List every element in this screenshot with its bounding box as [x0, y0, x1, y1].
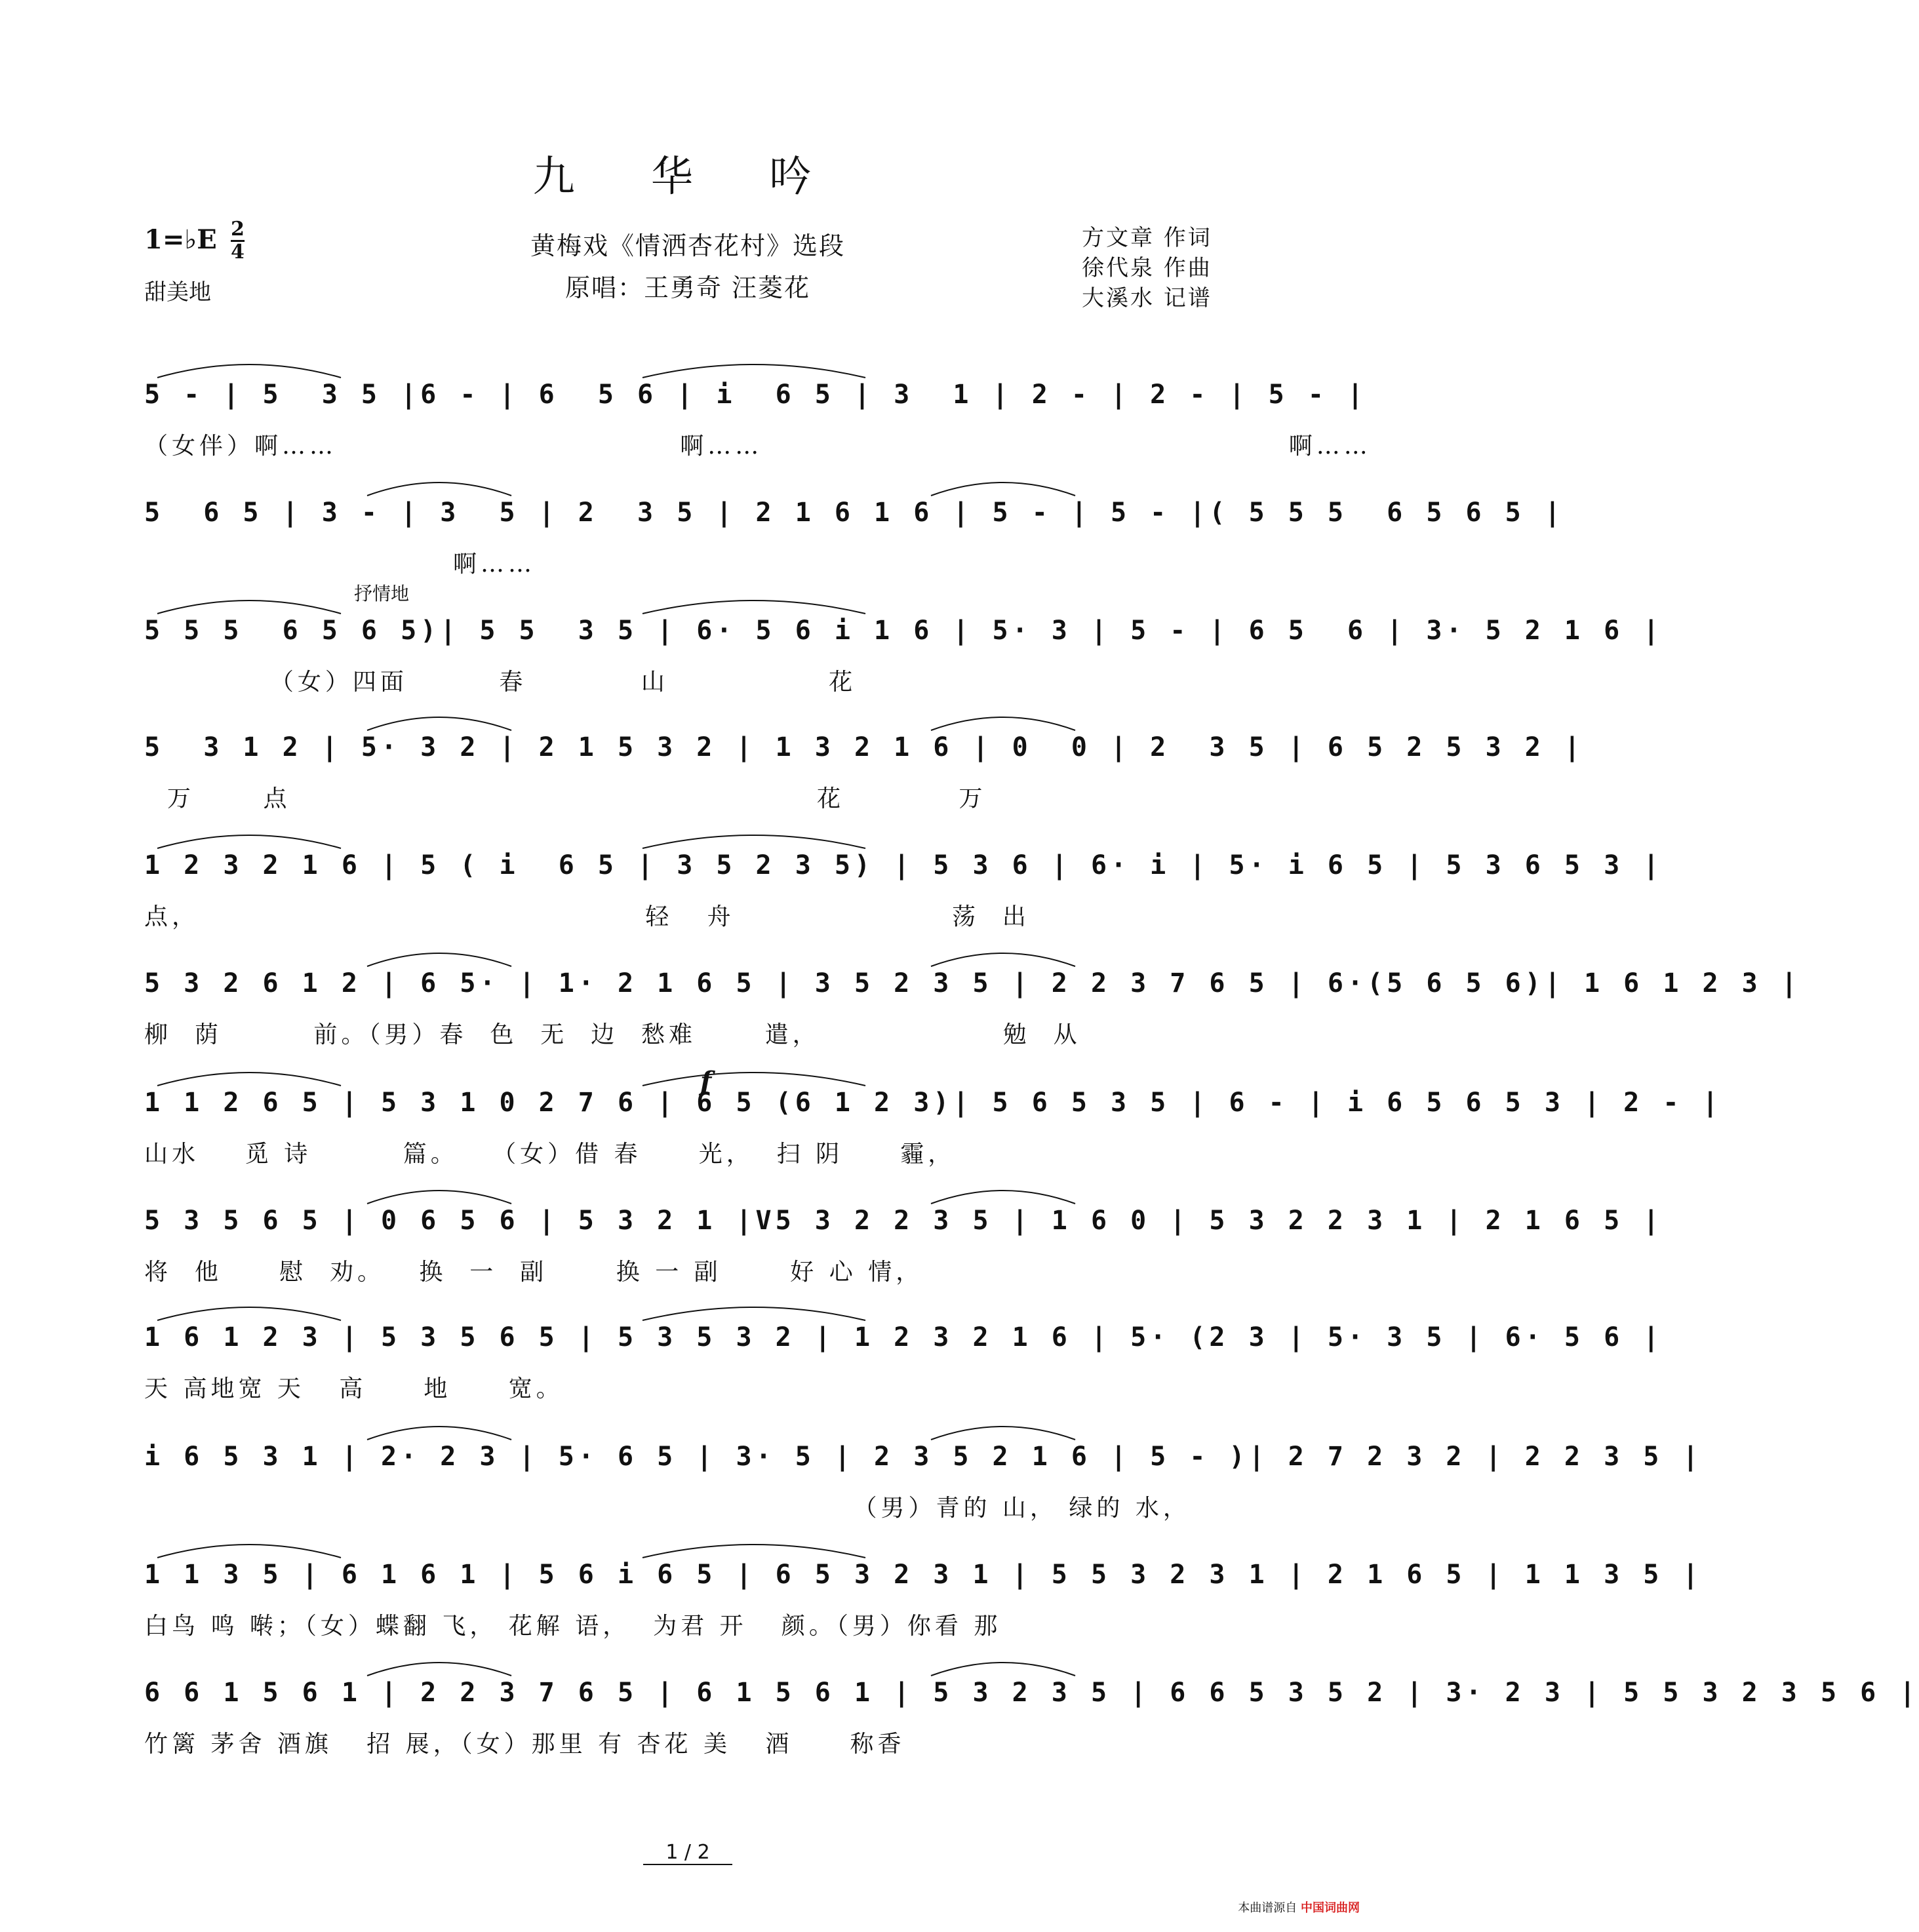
lyrics-line: 柳 荫 前。（男）春 色 无 边 愁难 遣， 勉 从	[144, 1021, 1081, 1048]
transcriber: 大溪水 记谱	[1082, 285, 1212, 311]
lyrics-line: 将 他 慰 劝。 换 一 副 换 一 副 好 心 情，	[144, 1259, 924, 1286]
composer: 徐代泉 作曲	[1082, 255, 1212, 281]
key-signature: 1=♭E	[144, 224, 217, 255]
notation-line: 5 3 1 2 | 5· 3 2 | 2 1 5 3 2 | 1 3 2 1 6 | 0 0 | 2 3 5 | 6 5 2 5 3 2 |	[144, 732, 1584, 762]
notation-line: 5 - | 5 3 5 |6 - | 6 5 6 | i 6 5 | 3 1 | 2 - | 2 - | 5 - |	[144, 380, 1368, 410]
dynamic-mark: f	[700, 1066, 712, 1097]
lyrics-line: 点， 轻 舟 荡 出	[144, 903, 1030, 930]
notation-line: 6 6 1 5 6 1 | 2 2 3 7 6 5 | 6 1 5 6 1 | 5 3 2 3 5 | 6 6 5 3 5 2 | 3· 2 3 | 5 5 3 2 3 5 6 |	[144, 1678, 1919, 1708]
time-bottom: 4	[231, 241, 245, 264]
source-site: 中国词曲网	[1301, 1901, 1360, 1915]
original-singers: 原唱：王勇奇 汪菱花	[564, 273, 811, 302]
source-note: 本曲谱源自	[1238, 1901, 1297, 1915]
time-top: 2	[231, 218, 245, 241]
lyricist: 方文章 作词	[1082, 225, 1212, 251]
lyrics-line: 山水 觅 诗 篇。 （女）借 春 光， 扫 阴 霾，	[144, 1141, 956, 1168]
lyrics-line: 万 点 花 万	[144, 785, 987, 812]
notation-line: i 6 5 3 1 | 2· 2 3 | 5· 6 5 | 3· 5 | 2 3 5 2 1 6 | 5 - )| 2 7 2 3 2 | 2 2 3 5 |	[144, 1442, 1703, 1472]
notation-line: 5 3 5 6 5 | 0 6 5 6 | 5 3 2 1 |V5 3 2 2 3 5 | 1 6 0 | 5 3 2 2 3 1 | 2 1 6 5 |	[144, 1206, 1663, 1236]
subtitle: 黄梅戏《情洒杏花村》选段	[530, 231, 845, 260]
song-title: 九 华 吟	[532, 153, 843, 201]
lyrics-line: 天 高地宽 天 高 地 宽。	[144, 1375, 564, 1402]
notation-line: 5 5 5 6 5 6 5)| 5 5 3 5 | 6· 5 6 i 1 6 | 5· 3 | 5 - | 6 5 6 | 3· 5 2 1 6 |	[144, 616, 1663, 646]
lyrics-line: 啊……	[144, 551, 536, 578]
lyrics-line: （女伴）啊…… 啊…… 啊……	[144, 433, 1372, 460]
expression-mark: 抒情地	[354, 583, 410, 604]
lyrics-line: （女）四面 春 山 花	[144, 669, 857, 696]
lyrics-line: 白鸟 鸣 啭；（女）蝶翻 飞， 花解 语， 为君 开 颜。（男）你看 那	[144, 1613, 1002, 1640]
notation-line: 1 1 3 5 | 6 1 6 1 | 5 6 i 6 5 | 6 5 3 2 3 1 | 5 5 3 2 3 1 | 2 1 6 5 | 1 1 3 5 |	[144, 1560, 1703, 1590]
lyrics-line: 竹篱 茅舍 酒旗 招 展，（女）那里 有 杏花 美 酒 称香	[144, 1731, 905, 1758]
notation-line: 5 3 2 6 1 2 | 6 5· | 1· 2 1 6 5 | 3 5 2 3 5 | 2 2 3 7 6 5 | 6·(5 6 5 6)| 1 6 1 2 3 |	[144, 968, 1801, 998]
credits	[1082, 223, 1212, 313]
notation-line: 1 6 1 2 3 | 5 3 5 6 5 | 5 3 5 3 2 | 1 2 3 2 1 6 | 5· (2 3 | 5· 3 5 | 6· 5 6 |	[144, 1322, 1663, 1352]
page-number: 1 / 2	[0, 1841, 1375, 1864]
lyrics-line: （男）青的 山， 绿的 水，	[144, 1495, 1191, 1522]
notation-line: 1 2 3 2 1 6 | 5 ( i 6 5 | 3 5 2 3 5) | 5 3 6 | 6· i | 5· i 6 5 | 5 3 6 5 3 |	[144, 850, 1663, 880]
notation-line: 1 1 2 6 5 | 5 3 1 0 2 7 6 | 6 5 (6 1 2 3)| 5 6 5 3 5 | 6 - | i 6 5 6 5 3 | 2 - |	[144, 1088, 1722, 1118]
tempo-marking: 甜美地	[144, 279, 211, 306]
notation-line: 5 6 5 | 3 - | 3 5 | 2 3 5 | 2 1 6 1 6 | 5 - | 5 - |( 5 5 5 6 5 6 5 |	[144, 498, 1564, 528]
staff-system	[144, 1673, 1919, 1811]
source-credit	[1238, 1899, 1360, 1916]
